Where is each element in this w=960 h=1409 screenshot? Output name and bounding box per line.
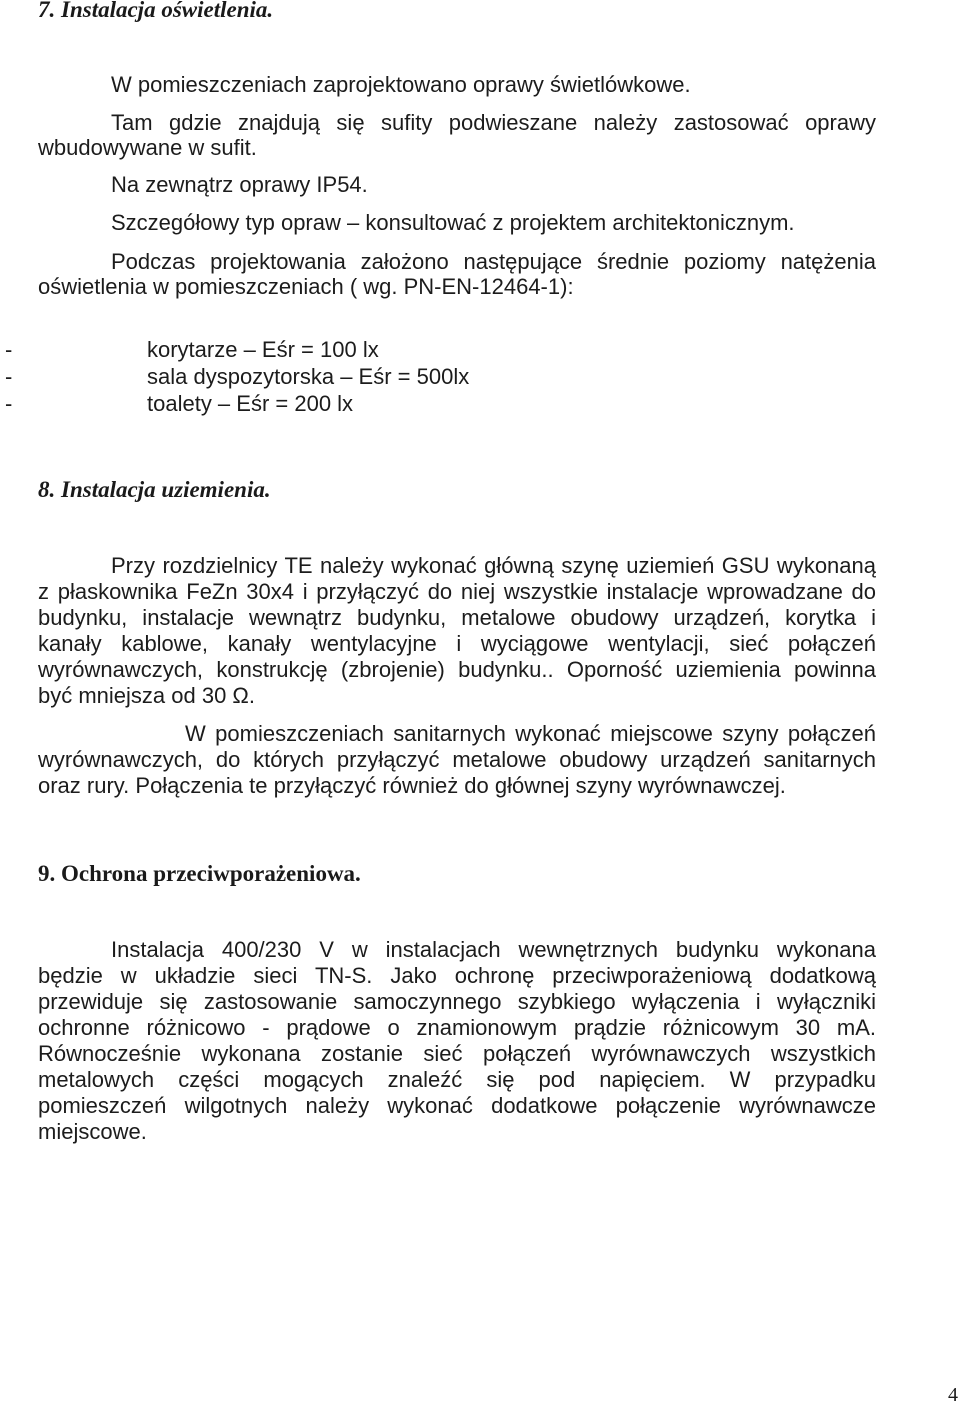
- list-marker: -: [5, 391, 13, 416]
- paragraph-line: wyrównawczych, konstrukcję (zbrojenie) budynku.. Oporność uziemienia powinna: [38, 657, 876, 682]
- paragraph-line: wbudowywane w sufit.: [38, 135, 257, 160]
- paragraph-line: Podczas projektowania założono następujące średnie poziomy natężenia: [111, 249, 876, 274]
- paragraph-line: Przy rozdzielnicy TE należy wykonać główną szynę uziemień GSU wykonaną: [111, 553, 876, 578]
- paragraph-line: Szczegółowy typ opraw – konsultować z projektem architektonicznym.: [111, 210, 795, 235]
- paragraph-line: kanały kablowe, kanały wentylacyjne i wyciągowe wentylacji, sieć połączeń: [38, 631, 876, 656]
- paragraph-line: Tam gdzie znajdują się sufity podwieszane należy zastosować oprawy: [111, 110, 876, 135]
- section-heading: 9. Ochrona przeciwporażeniowa.: [38, 861, 361, 886]
- list-marker: -: [5, 364, 13, 389]
- paragraph-line: być mniejsza od 30 Ω.: [38, 683, 255, 708]
- paragraph-line: miejscowe.: [38, 1119, 147, 1144]
- section-heading: 7. Instalacja oświetlenia.: [38, 0, 274, 22]
- list-item: toalety – Eśr = 200 lx: [147, 391, 354, 416]
- paragraph-line: będzie w układzie sieci TN-S. Jako ochronę przeciwporażeniową dodatkową: [38, 963, 876, 988]
- paragraph-line: oraz rury. Połączenia te przyłączyć również do głównej szyny wyrównawczej.: [38, 773, 786, 798]
- paragraph-line: Równocześnie wykonana zostanie sieć połączeń wyrównawczych wszystkich: [38, 1041, 876, 1066]
- paragraph-line: pomieszczeń wilgotnych należy wykonać dodatkowe połączenie wyrównawcze: [38, 1093, 876, 1118]
- paragraph-line: W pomieszczeniach sanitarnych wykonać miejscowe szyny połączeń: [185, 721, 876, 746]
- paragraph-line: Instalacja 400/230 V w instalacjach wewnętrznych budynku wykonana: [111, 937, 876, 962]
- paragraph-line: budynku, instalacje wewnątrz budynku, metalowe obudowy urządzeń, korytka i: [38, 605, 876, 630]
- paragraph-line: Na zewnątrz oprawy IP54.: [111, 172, 368, 197]
- list-item: korytarze – Eśr = 100 lx: [147, 337, 379, 362]
- paragraph-line: W pomieszczeniach zaprojektowano oprawy świetlówkowe.: [111, 72, 691, 97]
- paragraph-line: ochronne różnicowo - prądowe o znamionowym prądzie różnicowym 30 mA.: [38, 1015, 876, 1040]
- list-item: sala dyspozytorska – Eśr = 500lx: [147, 364, 470, 389]
- paragraph-line: wyrównawczych, do których przyłączyć metalowe obudowy urządzeń sanitarnych: [38, 747, 876, 772]
- list-marker: -: [5, 337, 13, 362]
- page-number: 4: [948, 1384, 958, 1406]
- paragraph-line: metalowych części mogących znaleźć się pod napięciem. W przypadku: [38, 1067, 876, 1092]
- section-heading: 8. Instalacja uziemienia.: [38, 477, 271, 502]
- paragraph-line: oświetlenia w pomieszczeniach ( wg. PN-EN-12464-1):: [38, 274, 574, 299]
- paragraph-line: z płaskownika FeZn 30x4 i przyłączyć do niej wszystkie instalacje wprowadzane do: [38, 579, 876, 604]
- paragraph-line: przewiduje się zastosowanie samoczynnego szybkiego wyłączenia i wyłączniki: [38, 989, 876, 1014]
